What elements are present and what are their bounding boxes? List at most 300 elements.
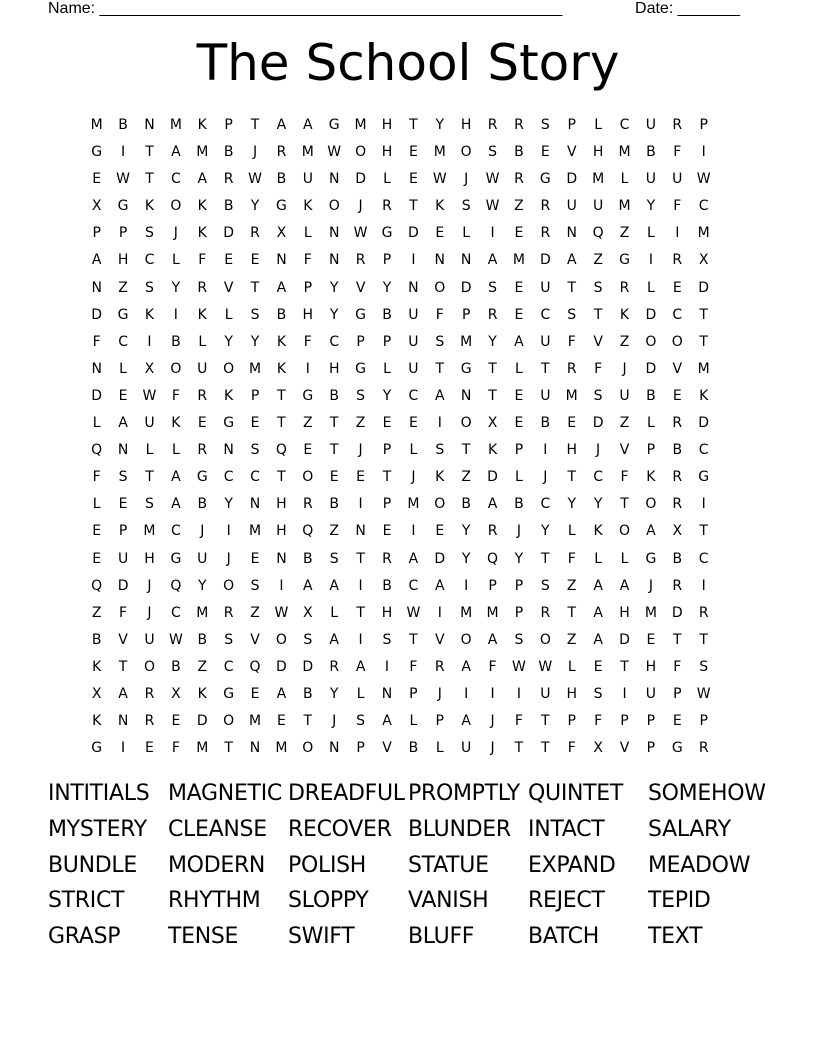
grid-letter: S — [356, 713, 367, 730]
grid-letter: Q — [249, 658, 262, 675]
word-list-item: RHYTHM — [168, 888, 261, 914]
grid-letter: T — [541, 360, 551, 377]
grid-letter: B — [514, 144, 525, 161]
grid-letter: H — [276, 496, 288, 513]
grid-letter: K — [144, 198, 156, 215]
grid-letter: L — [92, 415, 102, 432]
grid-letter: X — [672, 523, 684, 540]
grid-letter: M — [196, 144, 210, 161]
grid-letter: F — [92, 333, 102, 350]
grid-letter: J — [543, 469, 549, 486]
grid-letter: F — [92, 469, 102, 486]
word-list-item: MODERN — [168, 852, 266, 878]
grid-letter: F — [119, 604, 129, 621]
grid-letter: Y — [224, 333, 234, 350]
grid-letter: S — [250, 306, 261, 323]
grid-letter: T — [488, 387, 498, 404]
grid-letter: U — [672, 171, 684, 188]
grid-letter: N — [276, 252, 288, 269]
grid-letter: I — [121, 144, 127, 161]
grid-letter: J — [490, 740, 496, 757]
grid-letter: R — [197, 442, 209, 459]
grid-letter: L — [409, 442, 419, 459]
grid-letter: J — [358, 442, 364, 459]
grid-letter: K — [303, 198, 314, 215]
grid-letter: A — [566, 252, 578, 269]
grid-letter: R — [197, 279, 209, 296]
grid-letter: U — [645, 171, 658, 188]
grid-letter: O — [328, 198, 341, 215]
word-list-item: QUINTET — [528, 781, 624, 806]
grid-letter: S — [514, 631, 525, 648]
word-list-item: INTITIALS — [48, 781, 150, 806]
word-list-item: PROMPTLY — [408, 781, 520, 806]
grid-letter: N — [117, 713, 130, 730]
grid-letter: D — [434, 550, 447, 567]
grid-letter: C — [619, 117, 631, 133]
grid-letter: L — [171, 252, 181, 269]
grid-letter: V — [593, 333, 604, 350]
grid-letter: J — [437, 685, 443, 702]
grid-letter: Z — [566, 631, 578, 648]
grid-letter: H — [381, 144, 394, 161]
grid-letter: O — [434, 496, 447, 513]
grid-letter: P — [356, 333, 366, 350]
word-list-item: MEADOW — [648, 852, 751, 878]
grid-letter: T — [514, 740, 525, 757]
grid-letter: Y — [382, 279, 393, 296]
grid-letter: W — [274, 604, 290, 621]
grid-letter: I — [701, 577, 707, 594]
grid-letter: Y — [461, 523, 472, 540]
grid-letter: O — [223, 713, 236, 730]
grid-letter: M — [301, 144, 315, 161]
grid-letter: K — [92, 713, 103, 730]
grid-letter: V — [619, 442, 631, 459]
grid-letter: N — [117, 442, 130, 459]
word-list-item: CLEANSE — [168, 816, 267, 842]
grid-letter: A — [118, 415, 129, 432]
grid-letter: W — [696, 171, 712, 188]
grid-letter: R — [566, 360, 578, 377]
grid-letter: E — [646, 631, 657, 648]
grid-letter: T — [329, 442, 340, 459]
grid-letter: K — [197, 198, 208, 215]
grid-letter: T — [541, 740, 551, 757]
grid-letter: Y — [329, 685, 340, 702]
grid-letter: M — [433, 144, 447, 161]
word-list-item: DREADFUL — [288, 781, 405, 806]
grid-letter: T — [250, 117, 261, 133]
grid-letter: P — [303, 279, 314, 296]
grid-letter: L — [620, 171, 630, 188]
grid-letter: T — [620, 658, 630, 675]
word-list-item: SLOPPY — [288, 888, 369, 914]
grid-letter: G — [355, 306, 368, 323]
grid-letter: S — [329, 550, 340, 567]
grid-letter: I — [648, 252, 654, 269]
grid-letter: G — [223, 685, 236, 702]
grid-letter: N — [91, 279, 103, 296]
grid-letter: F — [620, 469, 630, 486]
grid-letter: G — [619, 252, 631, 269]
grid-letter: O — [170, 360, 183, 377]
grid-letter: K — [435, 469, 446, 486]
grid-letter: A — [329, 577, 340, 594]
grid-letter: Y — [197, 577, 208, 594]
grid-letter: W — [538, 658, 554, 675]
grid-letter: I — [121, 740, 127, 757]
grid-letter: J — [173, 225, 179, 242]
grid-letter: J — [411, 469, 417, 486]
grid-letter: E — [250, 252, 261, 269]
grid-letter: D — [698, 415, 711, 432]
grid-letter: T — [277, 387, 287, 404]
grid-letter: G — [671, 740, 684, 757]
grid-letter: W — [327, 144, 343, 161]
grid-letter: D — [671, 604, 684, 621]
grid-letter: K — [144, 306, 156, 323]
grid-letter: R — [672, 415, 684, 432]
grid-letter: B — [303, 550, 314, 567]
grid-letter: G — [539, 171, 552, 188]
grid-letter: N — [355, 523, 367, 540]
grid-letter: S — [593, 387, 604, 404]
grid-letter: I — [358, 496, 364, 513]
grid-letter: J — [147, 604, 153, 621]
word-list-item: MAGNETIC — [168, 781, 282, 806]
grid-letter: K — [619, 306, 631, 323]
grid-letter: S — [250, 442, 261, 459]
grid-letter: A — [171, 144, 182, 161]
grid-letter: P — [514, 604, 525, 621]
grid-letter: E — [408, 171, 419, 188]
grid-letter: A — [382, 713, 393, 730]
grid-letter: M — [460, 604, 474, 621]
grid-letter: Y — [567, 496, 577, 513]
grid-letter: X — [593, 740, 604, 757]
grid-letter: R — [672, 252, 684, 269]
grid-letter: I — [279, 577, 285, 594]
grid-letter: L — [330, 604, 340, 621]
grid-letter: D — [566, 171, 579, 188]
grid-letter: E — [171, 713, 182, 730]
grid-letter: D — [592, 415, 605, 432]
grid-letter: Q — [91, 442, 104, 459]
grid-letter: D — [302, 658, 315, 675]
grid-letter: E — [224, 252, 235, 269]
grid-letter: L — [224, 306, 234, 323]
grid-letter: P — [382, 333, 393, 350]
grid-letter: R — [514, 117, 525, 133]
grid-letter: E — [514, 306, 525, 323]
grid-letter: E — [356, 469, 367, 486]
grid-letter: P — [356, 740, 366, 757]
grid-letter: U — [408, 360, 420, 377]
grid-letter: X — [276, 225, 288, 242]
grid-letter: I — [358, 631, 364, 648]
grid-letter: E — [514, 279, 525, 296]
grid-letter: S — [593, 279, 604, 296]
grid-letter: H — [328, 360, 341, 377]
grid-letter: B — [672, 550, 684, 567]
grid-letter: I — [358, 577, 364, 594]
grid-letter: L — [594, 550, 604, 567]
grid-letter: A — [329, 631, 340, 648]
grid-letter: I — [701, 144, 707, 161]
grid-letter: J — [464, 171, 470, 188]
grid-letter: E — [382, 523, 393, 540]
grid-letter: T — [541, 713, 551, 730]
grid-letter: T — [145, 469, 155, 486]
grid-letter: L — [620, 550, 630, 567]
grid-letter: V — [566, 144, 578, 161]
grid-letter: O — [275, 631, 288, 648]
grid-letter: A — [646, 523, 657, 540]
word-list-item: VANISH — [408, 888, 489, 914]
grid-letter: U — [645, 117, 658, 133]
grid-letter: A — [461, 658, 472, 675]
word-list-item: SALARY — [648, 816, 731, 842]
grid-letter: C — [329, 333, 341, 350]
grid-letter: I — [173, 306, 179, 323]
grid-letter: K — [487, 442, 499, 459]
grid-letter: O — [645, 333, 658, 350]
grid-letter: Z — [619, 415, 631, 432]
grid-letter: Z — [461, 469, 472, 486]
grid-letter: P — [382, 496, 393, 513]
grid-letter: D — [117, 577, 130, 594]
grid-letter: P — [646, 713, 657, 730]
grid-letter: I — [675, 225, 681, 242]
grid-letter: Y — [646, 198, 657, 215]
grid-letter: C — [540, 496, 552, 513]
grid-letter: B — [171, 658, 182, 675]
grid-letter: J — [490, 713, 496, 730]
grid-letter: O — [223, 360, 236, 377]
grid-letter: G — [91, 740, 104, 757]
grid-letter: L — [462, 225, 472, 242]
grid-letter: U — [144, 631, 156, 648]
grid-letter: D — [196, 713, 209, 730]
grid-letter: L — [303, 225, 313, 242]
grid-letter: A — [593, 577, 604, 594]
word-list-item: TEPID — [648, 888, 711, 914]
grid-letter: P — [488, 577, 498, 594]
grid-letter: U — [540, 387, 552, 404]
grid-letter: W — [432, 171, 448, 188]
grid-letter: Y — [461, 550, 472, 567]
grid-letter: I — [490, 685, 496, 702]
grid-letter: R — [540, 225, 552, 242]
word-list-item: EXPAND — [528, 852, 616, 878]
grid-letter: L — [646, 225, 656, 242]
grid-letter: C — [698, 198, 710, 215]
grid-letter: P — [382, 252, 393, 269]
grid-letter: F — [673, 658, 683, 675]
grid-letter: E — [514, 225, 525, 242]
grid-letter: Y — [541, 523, 551, 540]
word-list-item: SWIFT — [288, 924, 355, 950]
grid-letter: O — [618, 523, 632, 540]
grid-letter: M — [275, 740, 289, 757]
grid-letter: Y — [593, 496, 604, 513]
grid-letter: I — [516, 685, 523, 702]
grid-letter: N — [408, 279, 420, 296]
grid-letter: M — [697, 225, 711, 242]
grid-letter: Z — [329, 523, 340, 540]
grid-letter: R — [434, 658, 446, 675]
grid-letter: V — [382, 740, 393, 757]
grid-letter: O — [302, 469, 315, 486]
grid-letter: U — [619, 387, 631, 404]
grid-letter: S — [382, 631, 393, 648]
grid-letter: I — [411, 523, 417, 540]
grid-letter: M — [618, 198, 632, 215]
grid-letter: T — [118, 658, 129, 675]
grid-letter: J — [648, 577, 654, 594]
word-list-item: RECOVER — [288, 816, 392, 842]
grid-letter: T — [541, 550, 551, 567]
grid-letter: D — [276, 658, 288, 675]
grid-letter: E — [92, 171, 103, 188]
grid-letter: A — [355, 658, 367, 675]
grid-letter: S — [118, 469, 129, 486]
grid-letter: A — [303, 577, 314, 594]
grid-letter: E — [435, 523, 446, 540]
grid-letter: L — [409, 713, 419, 730]
grid-letter: P — [699, 117, 709, 133]
grid-letter: Q — [302, 523, 315, 540]
grid-letter: C — [250, 469, 261, 486]
grid-letter: J — [622, 360, 628, 377]
grid-letter: N — [328, 252, 341, 269]
grid-letter: B — [171, 333, 182, 350]
grid-letter: N — [276, 550, 288, 567]
grid-letter: A — [487, 496, 499, 513]
grid-letter: F — [514, 713, 524, 730]
grid-letter: U — [461, 740, 473, 757]
grid-letter: L — [383, 360, 392, 377]
grid-letter: O — [143, 658, 156, 675]
grid-letter: M — [407, 496, 421, 513]
grid-letter: B — [329, 387, 341, 404]
grid-letter: H — [276, 523, 288, 540]
grid-letter: M — [697, 360, 711, 377]
grid-letter: R — [540, 604, 552, 621]
grid-letter: P — [92, 225, 102, 242]
grid-letter: N — [328, 225, 341, 242]
grid-letter: N — [249, 740, 262, 757]
grid-letter: K — [92, 658, 103, 675]
grid-letter: W — [353, 225, 369, 242]
grid-letter: P — [382, 442, 393, 459]
grid-letter: E — [118, 496, 129, 513]
grid-letter: T — [567, 469, 577, 486]
grid-letter: K — [699, 387, 710, 404]
grid-letter: A — [514, 333, 525, 350]
grid-letter: R — [382, 550, 393, 567]
grid-letter: A — [276, 279, 288, 296]
grid-letter: A — [434, 577, 446, 594]
grid-letter: C — [144, 252, 156, 269]
grid-letter: S — [488, 144, 498, 161]
grid-letter: T — [461, 442, 472, 459]
grid-letter: A — [91, 252, 103, 269]
grid-letter: W — [168, 631, 184, 648]
grid-letter: V — [434, 631, 446, 648]
grid-letter: T — [145, 144, 155, 161]
grid-letter: B — [91, 631, 103, 648]
grid-letter: A — [171, 496, 182, 513]
grid-letter: N — [249, 496, 262, 513]
grid-letter: H — [592, 144, 605, 161]
grid-letter: A — [487, 631, 499, 648]
grid-letter: M — [248, 523, 263, 540]
grid-letter: K — [276, 333, 288, 350]
grid-letter: S — [145, 279, 155, 296]
grid-letter: Z — [91, 604, 103, 621]
grid-letter: J — [200, 523, 206, 540]
grid-letter: I — [490, 225, 496, 242]
grid-letter: Y — [329, 279, 340, 296]
grid-letter: U — [408, 306, 420, 323]
grid-letter: J — [226, 550, 232, 567]
grid-letter: C — [170, 604, 182, 621]
grid-letter: E — [408, 415, 419, 432]
grid-letter: E — [514, 387, 525, 404]
grid-letter: W — [696, 685, 712, 702]
grid-letter: H — [619, 604, 631, 621]
grid-letter: D — [91, 387, 104, 404]
grid-letter: L — [567, 523, 577, 540]
grid-letter: N — [434, 252, 447, 269]
word-list-item: BLUFF — [408, 924, 475, 950]
grid-letter: T — [699, 523, 709, 540]
grid-letter: T — [356, 550, 366, 567]
grid-letter: P — [118, 523, 129, 540]
grid-letter: R — [540, 198, 552, 215]
grid-letter: G — [698, 469, 711, 486]
grid-letter: L — [515, 469, 524, 486]
grid-letter: A — [461, 713, 472, 730]
grid-letter: K — [197, 225, 208, 242]
grid-letter: F — [303, 252, 313, 269]
grid-letter: L — [646, 415, 656, 432]
grid-letter: Y — [435, 117, 446, 133]
grid-letter: H — [381, 117, 394, 133]
grid-letter: M — [565, 387, 579, 404]
grid-letter: T — [699, 333, 709, 350]
grid-letter: R — [487, 306, 499, 323]
grid-letter: L — [145, 442, 155, 459]
word-list-item: INTACT — [528, 816, 605, 842]
grid-letter: T — [277, 469, 287, 486]
grid-letter: H — [302, 306, 315, 323]
grid-letter: T — [224, 740, 234, 757]
word-list-item: STRICT — [48, 888, 125, 914]
grid-letter: T — [593, 306, 604, 323]
grid-letter: K — [197, 685, 208, 702]
grid-letter: O — [170, 198, 183, 215]
grid-letter: S — [540, 117, 551, 133]
word-list-item: MYSTERY — [48, 816, 147, 842]
grid-letter: V — [118, 631, 129, 648]
grid-letter: S — [593, 685, 604, 702]
grid-letter: R — [672, 117, 684, 133]
grid-letter: K — [197, 306, 208, 323]
grid-letter: T — [488, 360, 498, 377]
